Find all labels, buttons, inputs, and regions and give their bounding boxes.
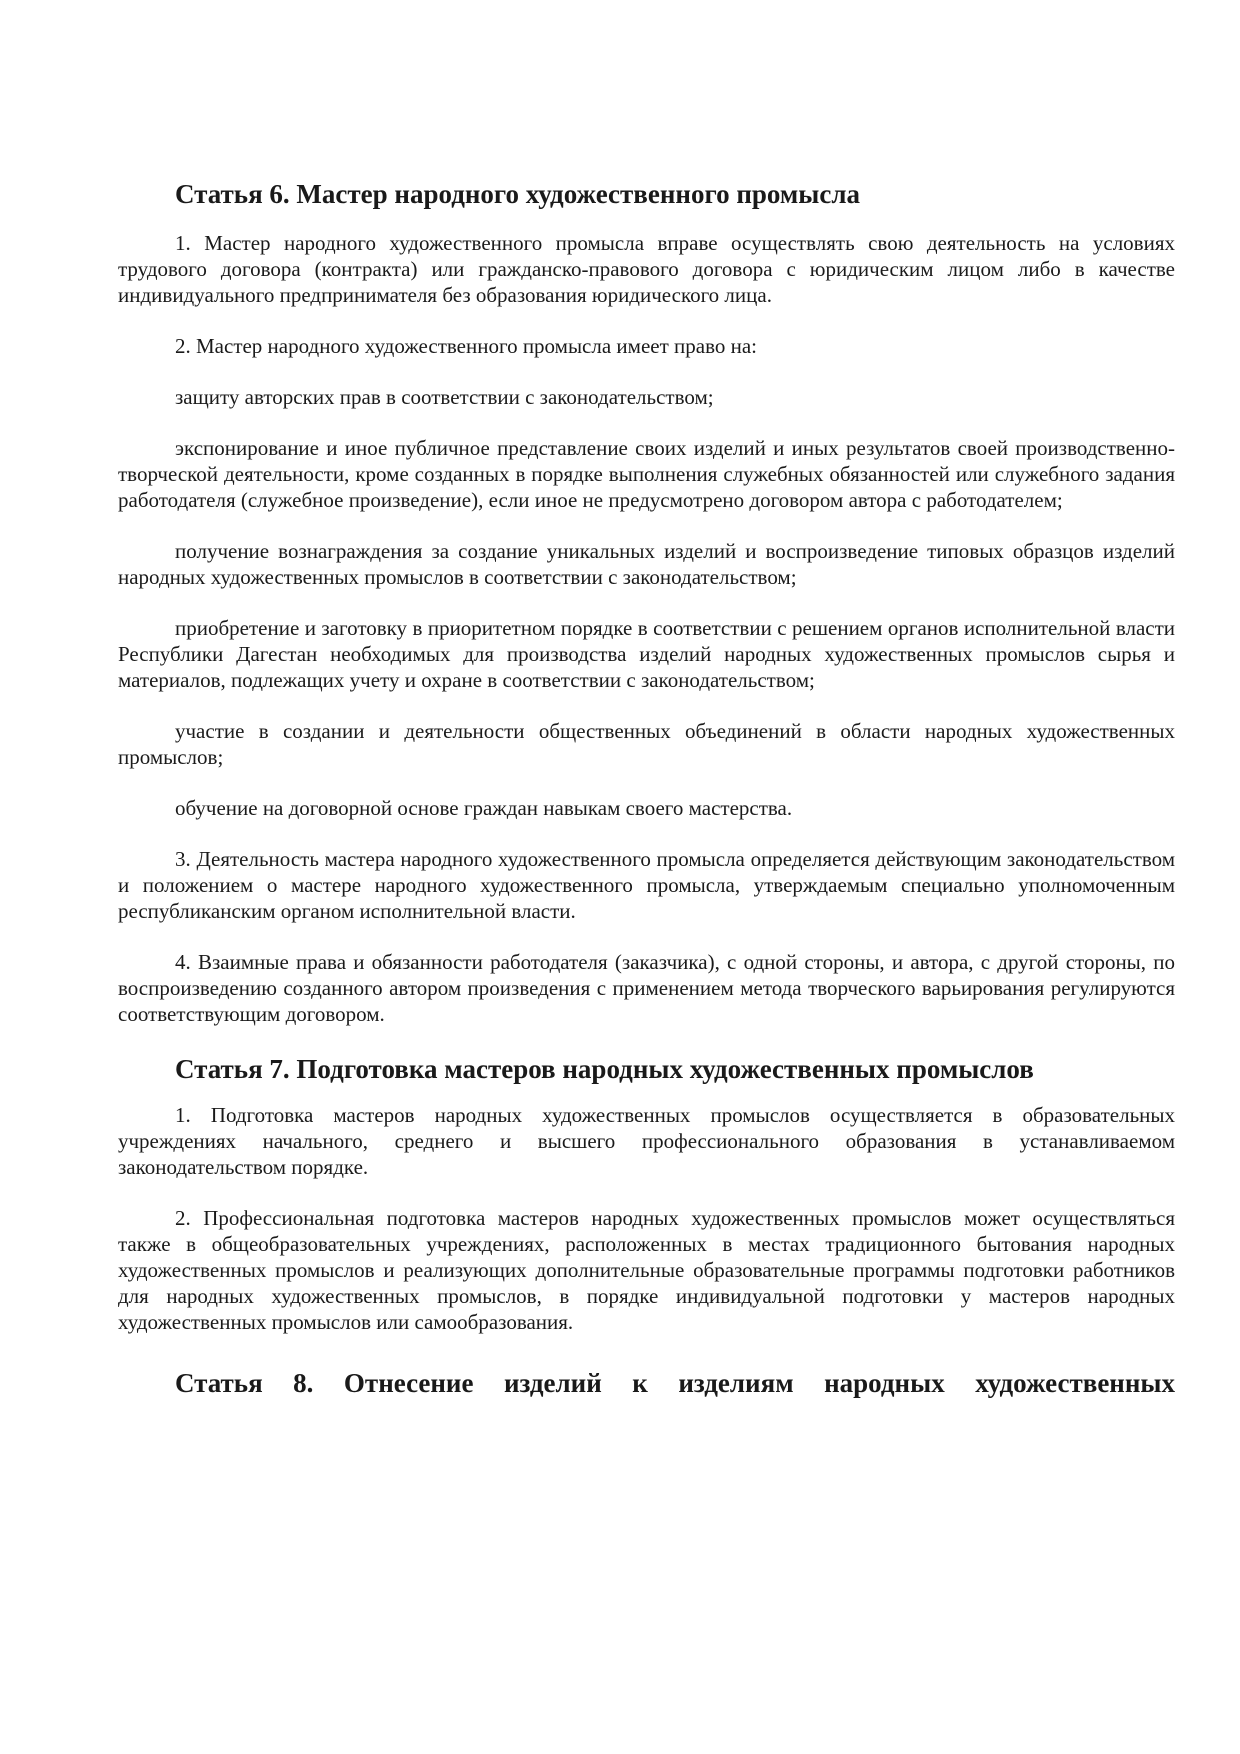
article-6-right-materials: приобретение и заготовку в приоритетном порядке в соответствии с решением органов исполнительной власти Республики Дагестан необходимых для производства изделий народных художественных промыслов сырья и материалов, подлежащих учету и охране в соответствии с законодательством;	[118, 616, 1175, 692]
article-6-right-remuneration: получение вознаграждения за создание уникальных изделий и воспроизведение типовых образцов изделий народных художественных промыслов в соответствии с законодательством;	[118, 539, 1175, 589]
article-6-right-exhibition: экспонирование и иное публичное представление своих изделий и иных результатов своей производственно-творческой деятельности, кроме созданных в порядке выполнения служебных обязанностей или служебного задания работодателя (служебное произведение), если иное не предусмотрено договором автора с работодателем;	[118, 436, 1175, 512]
article-6-right-teaching: обучение на договорной основе граждан навыкам своего мастерства.	[175, 796, 793, 820]
article-6-heading: Статья 6. Мастер народного художественного промысла	[175, 179, 860, 209]
article-7-heading: Статья 7. Подготовка мастеров народных художественных промыслов	[175, 1054, 1034, 1084]
article-6-paragraph-2: 2. Мастер народного художественного промысла имеет право на:	[175, 334, 758, 358]
article-8-heading: Статья 8. Отнесение изделий к изделиям народных художественных	[175, 1368, 1175, 1398]
document-page	[118, 178, 1175, 1399]
article-7-paragraph-2: 2. Профессиональная подготовка мастеров народных художественных промыслов может осуществляться также в общеобразовательных учреждениях, расположенных в местах традиционного бытования народных художественных промыслов и реализующих дополнительные образовательные программы подготовки работников для народных художественных промыслов, в порядке индивидуальной подготовки у мастеров народных художественных промыслов или самообразования.	[118, 1206, 1175, 1334]
article-6-right-associations: участие в создании и деятельности общественных объединений в области народных художественных промыслов;	[118, 719, 1175, 769]
article-6-paragraph-4: 4. Взаимные права и обязанности работодателя (заказчика), с одной стороны, и автора, с другой стороны, по воспроизведению созданного автором произведения с применением метода творческого варьирования регулируются соответствующим договором.	[118, 950, 1175, 1026]
article-6-paragraph-1: 1. Мастер народного художественного промысла вправе осуществлять свою деятельность на условиях трудового договора (контракта) или гражданско-правового договора с юридическим лицом либо в качестве индивидуального предпринимателя без образования юридического лица.	[118, 231, 1175, 307]
article-6-paragraph-3: 3. Деятельность мастера народного художественного промысла определяется действующим законодательством и положением о мастере народного художественного промысла, утверждаемым специально уполномоченным республиканским органом исполнительной власти.	[118, 847, 1175, 923]
article-6-right-copyright: защиту авторских прав в соответствии с законодательством;	[175, 385, 714, 409]
article-7-paragraph-1: 1. Подготовка мастеров народных художественных промыслов осуществляется в образовательных учреждениях начального, среднего и высшего профессионального образования в устанавливаемом законодательством порядке.	[118, 1103, 1175, 1179]
